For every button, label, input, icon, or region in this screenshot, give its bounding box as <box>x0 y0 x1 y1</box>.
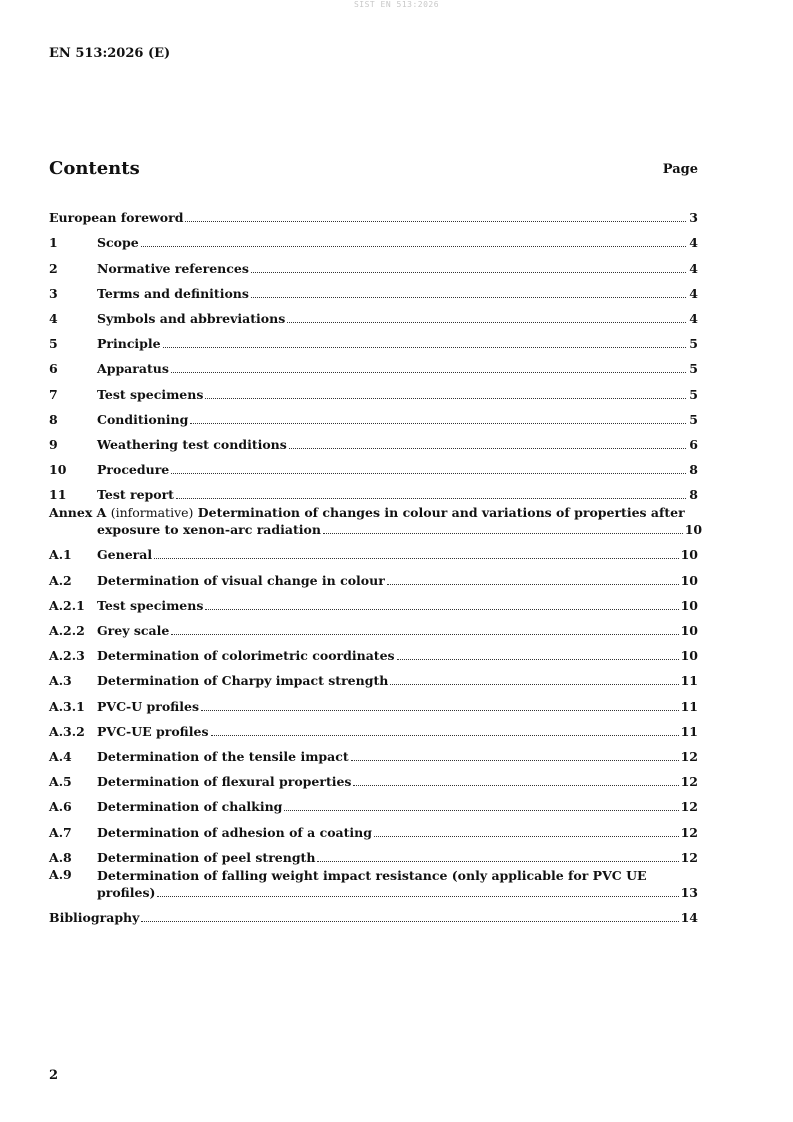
annex-label: Annex A <box>49 505 107 521</box>
dot-leader <box>157 896 678 897</box>
toc-entry-title-line2: profiles) <box>97 884 156 900</box>
dot-leader <box>171 634 678 635</box>
toc-entry-number: 4 <box>49 310 58 326</box>
toc-entry[interactable] <box>49 201 698 226</box>
toc-entry[interactable] <box>49 790 698 815</box>
dot-leader <box>390 684 678 685</box>
page-column-heading: Page <box>662 162 698 177</box>
toc-entry-number: A.5 <box>49 774 72 790</box>
toc-entry-number: 8 <box>49 411 58 427</box>
toc-entry[interactable] <box>49 428 698 453</box>
toc-entry-title: Principle <box>97 336 161 352</box>
annex-title-line1: Determination of changes in colour and variations of properties after <box>197 505 685 521</box>
toc-entry-title: Apparatus <box>97 361 169 377</box>
toc-entry-page: 6 <box>689 436 698 452</box>
toc-entry-number: A.3 <box>49 673 72 689</box>
toc-entry-title: Scope <box>97 235 139 251</box>
toc-entry-title: Procedure <box>97 462 170 478</box>
toc-entry-number: 2 <box>49 260 58 276</box>
toc-entry-number: 7 <box>49 386 58 402</box>
toc-entry-page: 3 <box>689 210 698 226</box>
toc-entry-number: 11 <box>49 487 67 503</box>
toc-entry-page: 10 <box>680 623 698 638</box>
toc-entry[interactable] <box>49 327 698 352</box>
toc-entry-page: 4 <box>689 235 698 251</box>
toc-entry-title: Determination of visual change in colour <box>97 572 385 588</box>
toc-entry[interactable] <box>49 815 698 840</box>
toc-entry-page: 4 <box>689 260 698 276</box>
toc-entry[interactable] <box>49 251 698 276</box>
toc-entry-page: 4 <box>689 310 698 326</box>
toc-entry-title: Test specimens <box>97 386 204 402</box>
toc-entry-number: A.2 <box>49 572 72 588</box>
dot-leader <box>171 473 686 474</box>
toc-entry-number: A.1 <box>49 547 72 563</box>
toc-entry-number: A.2.1 <box>49 597 85 613</box>
toc-entry-page: 12 <box>680 849 698 865</box>
toc-entry-title: Terms and definitions <box>97 285 249 301</box>
toc-entry[interactable] <box>49 377 698 402</box>
toc-entry-title: Test specimens <box>97 597 204 613</box>
toc-entry[interactable] <box>49 403 698 428</box>
dot-leader <box>317 861 678 862</box>
dot-leader <box>251 297 686 298</box>
toc-entry-page: 5 <box>689 411 698 427</box>
dot-leader <box>351 760 679 761</box>
dot-leader <box>284 810 678 811</box>
toc-entry-title: Determination of the tensile impact <box>97 748 349 764</box>
toc-entry-title: Determination of Charpy impact strength <box>97 673 389 689</box>
toc-entry-bibliography[interactable] <box>49 901 698 926</box>
toc-entry[interactable] <box>49 765 698 790</box>
toc-entry-page: 5 <box>689 386 698 402</box>
toc-entry-number: 1 <box>49 235 58 251</box>
toc-entry-page: 4 <box>689 285 698 301</box>
toc-entry-page: 13 <box>680 884 698 900</box>
toc-entry-a9[interactable] <box>49 866 698 901</box>
toc-entry-page: 12 <box>680 799 698 815</box>
dot-leader <box>397 659 679 660</box>
toc-entry-title: European foreword <box>49 210 184 226</box>
dot-leader <box>154 558 678 559</box>
toc-entry-number: A.3.2 <box>49 723 85 739</box>
toc-entry-title: General <box>97 547 153 563</box>
toc-entry-number: 6 <box>49 361 58 377</box>
dot-leader <box>251 272 686 273</box>
toc-entry-page: 12 <box>680 774 698 790</box>
toc-entry[interactable] <box>49 277 698 302</box>
toc-entry-number: A.8 <box>49 849 72 865</box>
toc-entry-title: Determination of colorimetric coordinates <box>97 648 395 664</box>
annex-title-line2: exposure to xenon-arc radiation <box>97 522 321 538</box>
toc-entry-title: PVC-UE profiles <box>97 723 209 739</box>
toc-entry-number: A.3.1 <box>49 698 85 714</box>
toc-entry-title: Grey scale <box>97 623 170 638</box>
toc-entry[interactable] <box>49 352 698 377</box>
toc-entry-page: 11 <box>680 723 698 739</box>
dot-leader <box>141 921 678 922</box>
toc-entry-title: Weathering test conditions <box>97 436 287 452</box>
annex-type: (informative) <box>110 505 194 521</box>
toc-entry-title: Determination of flexural properties <box>97 774 352 790</box>
dot-leader <box>190 423 686 424</box>
toc-entry-title: Normative references <box>97 260 249 276</box>
page-number: 2 <box>49 1068 59 1083</box>
dot-leader <box>163 347 686 348</box>
toc-entry-page: 14 <box>680 909 698 925</box>
dot-leader <box>211 735 679 736</box>
contents-heading: Contents <box>49 158 140 179</box>
toc-entry-page: 10 <box>680 597 698 613</box>
toc-entry-page: 8 <box>689 487 698 503</box>
dot-leader <box>205 398 686 399</box>
toc-entry-title: Determination of chalking <box>97 799 283 815</box>
dot-leader <box>185 221 686 222</box>
toc-entry-title: PVC-U profiles <box>97 698 199 714</box>
toc-entry-number: A.6 <box>49 799 72 815</box>
dot-leader <box>287 322 686 323</box>
toc-entry[interactable] <box>49 689 698 714</box>
toc-entry-number: A.2.3 <box>49 648 85 664</box>
toc-entry[interactable] <box>49 639 698 664</box>
toc-entry-title: Determination of peel strength <box>97 849 316 865</box>
toc-entry[interactable] <box>49 614 698 639</box>
toc-entry-page: 5 <box>689 361 698 377</box>
toc-entry-page: 8 <box>689 462 698 478</box>
toc-entry-annex-a[interactable] <box>49 503 703 538</box>
toc-entry-number: 3 <box>49 285 58 301</box>
toc-entry-title-line1: Determination of falling weight impact resistance (only applicable for PVC UE <box>97 867 647 883</box>
toc-entry-title: Conditioning <box>97 411 189 427</box>
table-of-contents <box>49 201 703 926</box>
toc-entry-page: 12 <box>680 748 698 764</box>
dot-leader <box>387 584 679 585</box>
dot-leader <box>171 372 686 373</box>
toc-entry-number: A.9 <box>49 866 72 882</box>
toc-entry-number: 10 <box>49 462 67 478</box>
dot-leader <box>374 836 679 837</box>
toc-entry-page: 10 <box>680 648 698 664</box>
toc-entry-page: 11 <box>680 698 698 714</box>
toc-entry[interactable] <box>49 715 698 740</box>
dot-leader <box>205 609 678 610</box>
document-id: EN 513:2026 (E) <box>49 46 171 61</box>
dot-leader <box>289 448 686 449</box>
toc-entry-number: 5 <box>49 336 58 352</box>
dot-leader <box>353 785 678 786</box>
toc-entry-number: 9 <box>49 436 58 452</box>
toc-entry-title: Test report <box>97 487 174 503</box>
toc-entry[interactable] <box>49 453 698 478</box>
toc-entry-page: 11 <box>680 673 698 689</box>
watermark: SIST EN 513:2026 <box>353 0 440 9</box>
toc-entry[interactable] <box>49 664 698 689</box>
toc-entry[interactable] <box>49 226 698 251</box>
dot-leader <box>141 246 686 247</box>
toc-entry-title: Bibliography <box>49 909 140 925</box>
toc-entry-page: 10 <box>684 522 703 538</box>
toc-entry-page: 10 <box>680 572 698 588</box>
dot-leader <box>176 498 686 499</box>
toc-entry[interactable] <box>49 563 698 588</box>
dot-leader <box>201 710 679 711</box>
toc-entry-number: A.7 <box>49 824 72 840</box>
toc-entry-title: Symbols and abbreviations <box>97 310 286 326</box>
dot-leader <box>323 533 683 534</box>
toc-entry[interactable] <box>49 538 698 563</box>
toc-entry-number: A.4 <box>49 748 72 764</box>
toc-entry-number: A.2.2 <box>49 623 85 638</box>
toc-entry[interactable] <box>49 302 698 327</box>
toc-entry[interactable] <box>49 478 698 503</box>
toc-entry-page: 12 <box>680 824 698 840</box>
toc-entry[interactable] <box>49 841 698 866</box>
toc-entry[interactable] <box>49 740 698 765</box>
toc-entry-page: 5 <box>689 336 698 352</box>
toc-entry-title: Determination of adhesion of a coating <box>97 824 372 840</box>
toc-entry[interactable] <box>49 589 698 614</box>
toc-entry-page: 10 <box>680 547 698 563</box>
